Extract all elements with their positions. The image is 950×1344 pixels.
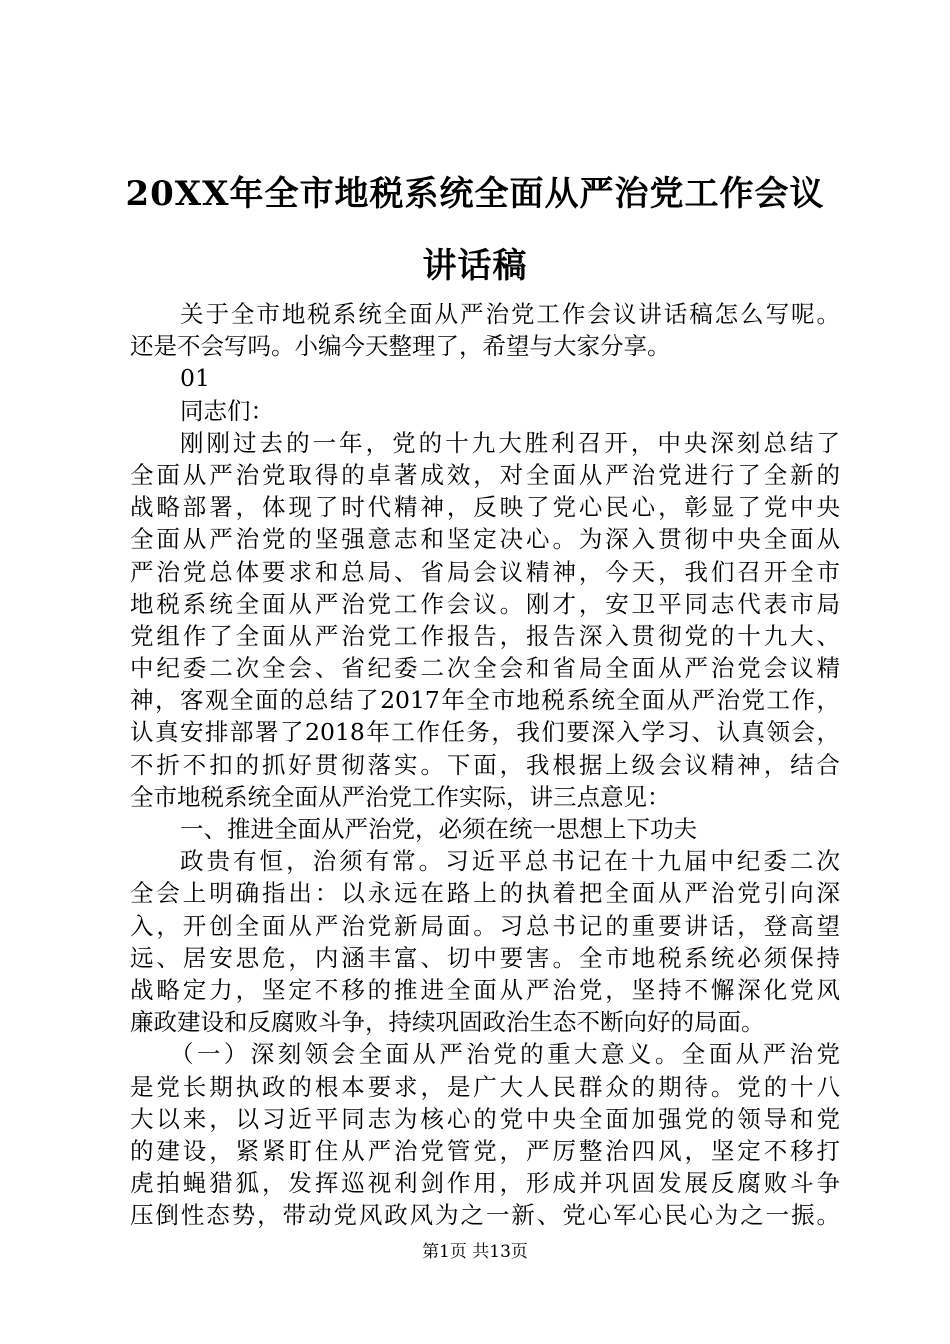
paragraph-2-line-3: 入，开创全面从严治党新局面。习总书记的重要讲话，登高望: [130, 911, 840, 940]
paragraph-1-line-6: 地税系统全面从严治党工作会议。刚才，安卫平同志代表市局: [130, 589, 840, 618]
paragraph-1-line-5: 严治党总体要求和总局、省局会议精神，今天，我们召开全市: [130, 557, 840, 586]
document-body: [130, 298, 840, 1231]
paragraph-1-line-9: 神，客观全面的总结了2017年全市地税系统全面从严治党工作，: [130, 686, 840, 715]
paragraph-1-line-1: 刚刚过去的一年，党的十九大胜利召开，中央深刻总结了: [180, 428, 840, 457]
paragraph-1-line-12: 全市地税系统全面从严治党工作实际，讲三点意见：: [130, 782, 671, 811]
paragraph-3-line-4: 的建设，紧紧盯住从严治党管党，严厉整治四风，坚定不移打: [130, 1136, 840, 1165]
paragraph-1-line-11: 不折不扣的抓好贯彻落实。下面，我根据上级会议精神，结合: [130, 750, 840, 779]
paragraph-3-line-1: （一）深刻领会全面从严治党的重大意义。全面从严治党: [170, 1040, 840, 1069]
paragraph-1-line-3: 战略部署，体现了时代精神，反映了党心民心，彰显了党中央: [130, 493, 840, 522]
title-line-1: 20XX年全市地税系统全面从严治党工作会议: [125, 174, 825, 214]
paragraph-3-line-3: 大以来，以习近平同志为核心的党中央全面加强党的领导和党: [130, 1104, 840, 1133]
paragraph-intro-line-1: 关于全市地税系统全面从严治党工作会议讲话稿怎么写呢。: [180, 300, 840, 328]
section-number: 01: [180, 364, 210, 393]
document-title: [100, 158, 850, 302]
paragraph-3-line-5: 虎拍蝇猎狐，发挥巡视利剑作用，形成并巩固发展反腐败斗争: [130, 1169, 840, 1198]
paragraph-1-line-8: 中纪委二次全会、省纪委二次全会和省局全面从严治党会议精: [130, 654, 840, 683]
paragraph-1-line-4: 全面从严治党的坚强意志和坚定决心。为深入贯彻中央全面从: [130, 525, 840, 554]
paragraph-2-line-5: 战略定力，坚定不移的推进全面从严治党，坚持不懈深化党风: [130, 975, 840, 1004]
paragraph-2-line-4: 远、居安思危，内涵丰富、切中要害。全市地税系统必须保持: [130, 943, 840, 972]
paragraph-1-line-2: 全面从严治党取得的卓著成效，对全面从严治党进行了全新的: [130, 460, 840, 489]
section-heading-1: 一、推进全面从严治党，必须在统一思想上下功夫: [180, 815, 697, 843]
paragraph-2-line-1: 政贵有恒，治须有常。习近平总书记在十九届中纪委二次: [180, 847, 840, 876]
paragraph-3-line-2: 是党长期执政的根本要求，是广大人民群众的期待。党的十八: [130, 1072, 840, 1101]
paragraph-1-line-10: 认真安排部署了2018年工作任务，我们要深入学习、认真领会，: [130, 718, 840, 747]
paragraph-3-line-6: 压倒性态势，带动党风政风为之一新、党心军心民心为之一振。: [130, 1201, 840, 1230]
paragraph-2-line-6: 廉政建设和反腐败斗争，持续巩固政治生态不断向好的局面。: [130, 1008, 765, 1037]
salutation: 同志们：: [180, 396, 274, 425]
page-footer: [0, 1240, 950, 1264]
title-line-2: 讲话稿: [422, 246, 528, 286]
paragraph-2-line-2: 全会上明确指出：以永远在路上的执着把全面从严治党引向深: [130, 879, 840, 908]
page-number: 第1页 共13页: [422, 1242, 528, 1262]
paragraph-1-line-7: 党组作了全面从严治党工作报告，报告深入贯彻党的十九大、: [130, 621, 840, 650]
paragraph-intro-line-2: 还是不会写吗。小编今天整理了，希望与大家分享。: [130, 332, 671, 361]
